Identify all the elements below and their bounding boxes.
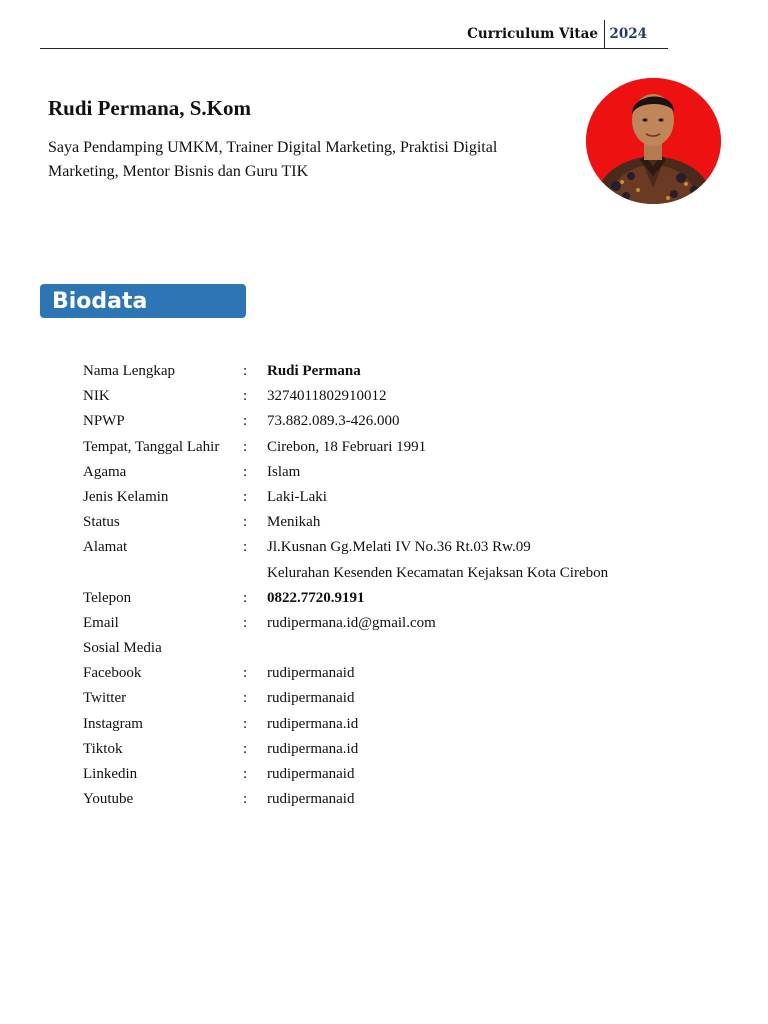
row-label: Youtube: [83, 791, 134, 808]
row-value: Kelurahan Kesenden Kecamatan Kejaksan Kota Cirebon: [267, 564, 609, 581]
row-value: Laki-Laki: [267, 488, 327, 505]
row-colon: :: [243, 589, 248, 606]
biodata-row-email: [83, 613, 683, 638]
row-label: Tempat, Tanggal Lahir: [83, 438, 220, 455]
profile-name: Rudi Permana, S.Kom: [48, 96, 252, 120]
row-value: rudipermanaid: [267, 665, 355, 682]
header-year: 2024: [609, 26, 647, 42]
biodata-row-alamat-continued: [83, 563, 683, 588]
page-header: [40, 22, 668, 49]
row-colon: :: [243, 488, 248, 505]
biodata-row-ttl: [83, 437, 683, 462]
row-label: Instagram: [83, 715, 143, 732]
biodata-table: [83, 361, 683, 814]
row-label: Agama: [83, 463, 127, 480]
row-value: 3274011802910012: [267, 388, 387, 405]
row-colon: :: [243, 539, 248, 556]
biodata-row-linkedin: [83, 764, 683, 789]
row-colon: :: [243, 740, 248, 757]
row-value: rudipermana.id@gmail.com: [267, 614, 436, 631]
row-label: NPWP: [83, 413, 125, 430]
biodata-row-nama: [83, 361, 683, 386]
row-value: rudipermana.id: [267, 715, 359, 732]
row-label: Alamat: [83, 539, 128, 556]
row-label: Sosial Media: [83, 640, 162, 657]
row-label: NIK: [83, 388, 110, 405]
row-colon: :: [243, 363, 248, 379]
row-value: Menikah: [267, 514, 321, 531]
row-colon: :: [243, 690, 248, 707]
row-label: Facebook: [83, 665, 142, 682]
row-colon: :: [243, 438, 248, 455]
row-colon: :: [243, 715, 248, 732]
row-label: Twitter: [83, 690, 127, 707]
row-label: Status: [83, 514, 120, 531]
profile-tagline: Saya Pendamping UMKM, Trainer Digital Marketing, Praktisi Digital Marketing, Mentor Bisnis dan Guru TIK: [48, 139, 498, 180]
header-title: Curriculum Vitae: [467, 26, 598, 42]
biodata-row-sosial-media: [83, 638, 683, 663]
biodata-row-agama: [83, 462, 683, 487]
biodata-row-youtube: [83, 789, 683, 814]
row-colon: :: [243, 514, 248, 531]
row-label: Email: [83, 614, 119, 631]
header-divider: [604, 20, 605, 48]
biodata-row-status: [83, 512, 683, 537]
row-value: Jl.Kusnan Gg.Melati IV No.36 Rt.03 Rw.09: [267, 539, 531, 556]
biodata-row-npwp: [83, 411, 683, 436]
biodata-section-heading: Biodata: [40, 284, 246, 318]
person-photo-icon: [586, 78, 721, 204]
row-value: rudipermanaid: [267, 791, 355, 808]
biodata-row-nik: [83, 386, 683, 411]
biodata-row-telepon: [83, 588, 683, 613]
row-value: 73.882.089.3-426.000: [267, 413, 400, 430]
row-label: Nama Lengkap: [83, 363, 176, 379]
row-label: Jenis Kelamin: [83, 488, 169, 505]
row-value: rudipermana.id: [267, 740, 359, 757]
profile-photo: [586, 78, 721, 204]
row-value: 0822.7720.9191: [267, 589, 365, 606]
row-value: rudipermanaid: [267, 690, 355, 707]
row-value: Islam: [267, 463, 301, 480]
row-colon: :: [243, 766, 248, 782]
row-value: Rudi Permana: [267, 363, 361, 379]
row-colon: :: [243, 665, 248, 682]
biodata-row-twitter: [83, 688, 683, 713]
biodata-row-instagram: [83, 714, 683, 739]
biodata-row-jenis-kelamin: [83, 487, 683, 512]
row-colon: :: [243, 413, 248, 430]
row-label: Telepon: [83, 589, 132, 606]
biodata-row-alamat: [83, 537, 683, 562]
row-colon: :: [243, 463, 248, 480]
row-colon: :: [243, 791, 248, 808]
row-value: Cirebon, 18 Februari 1991: [267, 438, 427, 455]
row-colon: :: [243, 614, 248, 631]
row-label: Tiktok: [83, 740, 123, 757]
row-value: rudipermanaid: [267, 766, 355, 782]
biodata-row-facebook: [83, 663, 683, 688]
biodata-row-tiktok: [83, 739, 683, 764]
row-label: Linkedin: [83, 766, 138, 782]
row-colon: :: [243, 388, 248, 405]
